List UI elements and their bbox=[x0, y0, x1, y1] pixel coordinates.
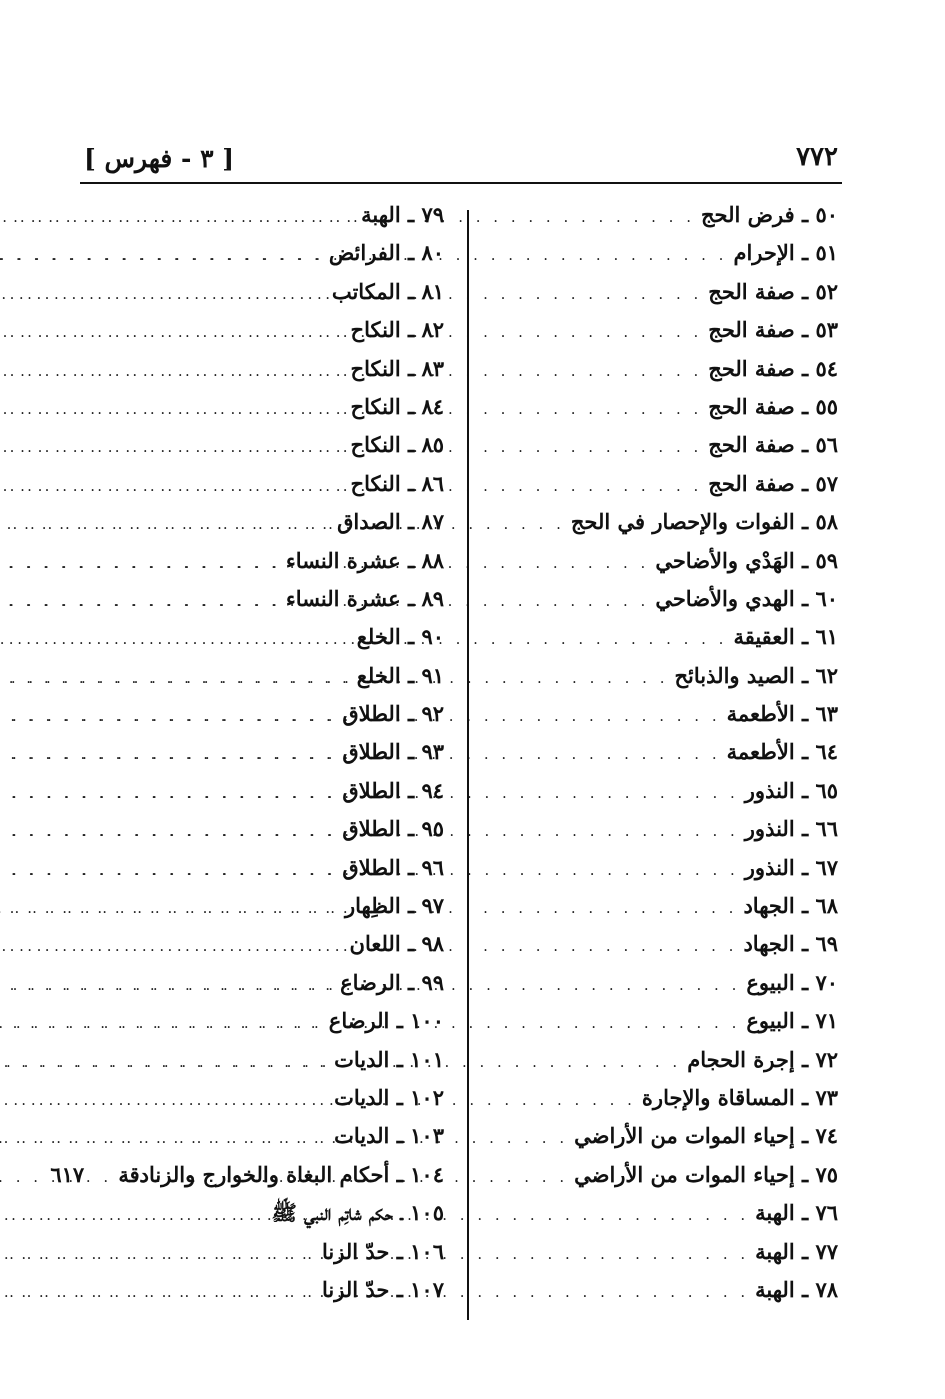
index-entry bbox=[84, 509, 444, 547]
index-entry bbox=[84, 624, 444, 662]
dot-leader bbox=[0, 939, 344, 954]
index-entry bbox=[84, 1085, 444, 1123]
dot-leader bbox=[0, 1016, 323, 1031]
dot-leader bbox=[0, 248, 323, 263]
entry-title: ١٠٤ ـ أحكام البغاة والخوارج والزنادقة bbox=[118, 1161, 444, 1187]
index-column-right bbox=[478, 202, 838, 1315]
dot-leader bbox=[0, 479, 345, 494]
index-entry bbox=[478, 509, 838, 547]
index-entry bbox=[84, 356, 444, 394]
index-entry bbox=[84, 1047, 444, 1085]
index-entry bbox=[478, 202, 838, 240]
index-entry bbox=[84, 701, 444, 739]
entry-title: ٧٥ ـ إحياء الموات من الأراضي bbox=[574, 1161, 838, 1187]
index-entry bbox=[84, 394, 444, 432]
entry-title: ٨٣ ـ النكاح bbox=[350, 355, 444, 381]
entry-title: ٥١ ـ الإحرام bbox=[733, 240, 838, 266]
entry-title: ٥٣ ـ صفة الحج bbox=[708, 317, 838, 343]
index-entry bbox=[478, 471, 838, 509]
index-entry bbox=[84, 893, 444, 931]
index-entry bbox=[84, 970, 444, 1008]
entry-title: ١٠٧ ـ حدّ الزنا bbox=[322, 1276, 444, 1302]
index-entry bbox=[84, 586, 444, 624]
dot-leader bbox=[0, 556, 280, 571]
dot-leader bbox=[0, 517, 331, 532]
entry-title: ١٠٢ ـ الديات bbox=[334, 1084, 444, 1110]
dot-leader bbox=[0, 440, 345, 455]
index-entry bbox=[84, 471, 444, 509]
column-divider bbox=[467, 210, 469, 1320]
entry-title: ٦١ ـ العقيقة bbox=[733, 624, 838, 650]
index-entry bbox=[478, 1239, 838, 1277]
entry-title: ٨٠ ـ الفرائض bbox=[328, 240, 444, 266]
dot-leader bbox=[0, 632, 351, 647]
entry-title: ٩٥ ـ الطلاق bbox=[342, 816, 444, 842]
entry-title: ١٠٣ ـ الديات bbox=[334, 1123, 444, 1149]
index-entry bbox=[84, 1200, 444, 1238]
index-entry bbox=[478, 778, 838, 816]
dot-leader bbox=[0, 364, 345, 379]
entry-title: ٧١ ـ البيوع bbox=[746, 1008, 838, 1034]
section-label: [ ٣ - فهرس ] bbox=[84, 144, 235, 173]
index-entry bbox=[478, 586, 838, 624]
index-entry bbox=[478, 624, 838, 662]
entry-title: ٦٨ ـ الجهاد bbox=[743, 893, 838, 919]
index-entry bbox=[478, 739, 838, 777]
index-entry bbox=[478, 432, 838, 470]
entry-title: ٩٤ ـ الطلاق bbox=[342, 777, 444, 803]
dot-leader bbox=[0, 287, 326, 302]
index-entry bbox=[478, 1277, 838, 1315]
index-entry bbox=[84, 1239, 444, 1277]
entry-title: ٨١ ـ المكاتب bbox=[331, 278, 444, 304]
index-entry bbox=[478, 356, 838, 394]
dot-leader bbox=[0, 210, 355, 225]
entry-title: ٨٩ ـ عشرة النساء bbox=[285, 585, 444, 611]
entry-title: ٥٢ ـ صفة الحج bbox=[708, 278, 838, 304]
entry-title: ٥٧ ـ صفة الحج bbox=[708, 470, 838, 496]
entry-title: ٥٦ ـ صفة الحج bbox=[708, 432, 838, 458]
index-entry bbox=[478, 1008, 838, 1046]
entry-title: ٩٨ ـ اللعان bbox=[349, 931, 444, 957]
dot-leader bbox=[0, 325, 345, 340]
entry-title: ٧٨ ـ الهبة bbox=[755, 1276, 838, 1302]
dot-leader bbox=[0, 1055, 328, 1070]
index-entry bbox=[84, 663, 444, 701]
index-entry bbox=[50, 1161, 444, 1200]
entry-title: ٦٦ ـ النذور bbox=[744, 816, 838, 842]
index-entry bbox=[478, 1200, 838, 1238]
index-entry bbox=[478, 279, 838, 317]
entry-title: ٨٤ ـ النكاح bbox=[350, 393, 444, 419]
entry-title: ١٠٥ ـ حكم شاتِم النبي ﷺ bbox=[271, 1200, 444, 1226]
dot-leader bbox=[0, 747, 336, 762]
entry-page-number: ٦١٧ bbox=[50, 1161, 85, 1187]
index-entry bbox=[478, 317, 838, 355]
dot-leader bbox=[0, 671, 351, 686]
index-entry bbox=[478, 548, 838, 586]
index-entry bbox=[478, 1047, 838, 1085]
entry-title: ١٠٦ ـ حدّ الزنا bbox=[322, 1238, 444, 1264]
dot-leader bbox=[0, 402, 345, 417]
index-entry bbox=[478, 1162, 838, 1200]
entry-title: ٧٧ ـ الهبة bbox=[755, 1238, 838, 1264]
entry-title: ٨٨ ـ عشرة النساء bbox=[285, 547, 444, 573]
entry-title: ٩٦ ـ الطلاق bbox=[342, 854, 444, 880]
dot-leader bbox=[0, 978, 334, 993]
index-entry bbox=[84, 202, 444, 240]
entry-title: ٩٠ ـ الخلع bbox=[356, 624, 444, 650]
dot-leader bbox=[0, 1093, 328, 1108]
index-entry bbox=[478, 893, 838, 931]
index-entry bbox=[478, 701, 838, 739]
index-entry bbox=[84, 931, 444, 969]
entry-title: ٧٦ ـ الهبة bbox=[755, 1200, 838, 1226]
entry-title: ٧٤ ـ إحياء الموات من الأراضي bbox=[574, 1123, 838, 1149]
entry-title: ٨٦ ـ النكاح bbox=[350, 470, 444, 496]
index-entry bbox=[478, 1085, 838, 1123]
index-entry bbox=[84, 1008, 444, 1046]
index-column-left bbox=[50, 202, 444, 1315]
entry-title: ٧٠ ـ البيوع bbox=[746, 969, 838, 995]
dot-leader bbox=[0, 786, 336, 801]
page-header bbox=[80, 138, 842, 184]
index-entry bbox=[84, 739, 444, 777]
entry-title: ٦٣ ـ الأطعمة bbox=[726, 701, 838, 727]
entry-title: ٨٢ ـ النكاح bbox=[350, 317, 444, 343]
entry-title: ٧٣ ـ المساقاة والإجارة bbox=[641, 1084, 838, 1110]
dot-leader bbox=[0, 901, 339, 916]
entry-title: ٥٨ ـ الفوات والإحصار في الحج bbox=[570, 509, 838, 535]
dot-leader bbox=[0, 709, 336, 724]
entry-title: ١٠١ ـ الديات bbox=[334, 1046, 444, 1072]
entry-title: ٩٣ ـ الطلاق bbox=[342, 739, 444, 765]
entry-title: ٧٩ ـ الهبة bbox=[361, 202, 444, 227]
entry-title: ٥٩ ـ الهَدْي والأضاحي bbox=[655, 547, 838, 573]
entry-title: ٥٤ ـ صفة الحج bbox=[708, 355, 838, 381]
index-entry bbox=[84, 1123, 444, 1161]
entry-title: ٨٥ ـ النكاح bbox=[350, 432, 444, 458]
entry-title: ٦٤ ـ الأطعمة bbox=[726, 739, 838, 765]
dot-leader bbox=[0, 1131, 328, 1146]
entry-title: ٥٥ ـ صفة الحج bbox=[708, 393, 838, 419]
index-entry bbox=[84, 778, 444, 816]
entry-title: ٧٢ ـ إجرة الحجام bbox=[687, 1046, 838, 1072]
index-entry bbox=[84, 240, 444, 278]
index-entry bbox=[84, 855, 444, 893]
entry-title: ٩٢ ـ الطلاق bbox=[342, 701, 444, 727]
entry-title: ٦٠ ـ الهدي والأضاحي bbox=[655, 585, 838, 611]
index-entry bbox=[84, 432, 444, 470]
index-entry bbox=[84, 548, 444, 586]
index-entry bbox=[478, 394, 838, 432]
entry-title: ٨٧ ـ الصداق bbox=[337, 509, 444, 535]
entry-title: ٦٥ ـ النذور bbox=[744, 777, 838, 803]
index-entry bbox=[478, 816, 838, 854]
dot-leader bbox=[0, 1208, 265, 1223]
entry-title: ٦٧ ـ النذور bbox=[744, 854, 838, 880]
index-entry bbox=[478, 931, 838, 969]
page-number: ٧٧٢ bbox=[796, 142, 838, 172]
dot-leader bbox=[0, 594, 280, 609]
dot-leader bbox=[0, 824, 336, 839]
entry-title: ٦٩ ـ الجهاد bbox=[743, 931, 838, 957]
index-entry bbox=[478, 855, 838, 893]
dot-leader bbox=[0, 863, 336, 878]
entry-title: ١٠٠ ـ الرضاع bbox=[328, 1008, 444, 1034]
index-entry bbox=[84, 1277, 444, 1315]
entry-title: ٩١ ـ الخلع bbox=[356, 662, 444, 688]
index-entry bbox=[478, 240, 838, 278]
index-entry bbox=[478, 663, 838, 701]
index-entry bbox=[84, 816, 444, 854]
entry-title: ٩٧ ـ الظِهار bbox=[344, 893, 444, 919]
entry-title: ٥٠ ـ فرض الحج bbox=[700, 202, 838, 227]
entry-title: ٩٩ ـ الرضاع bbox=[340, 969, 444, 995]
index-entry bbox=[84, 279, 444, 317]
dot-leader bbox=[0, 1285, 316, 1300]
dot-leader bbox=[0, 1247, 316, 1262]
entry-title: ٦٢ ـ الصيد والذبائح bbox=[674, 662, 838, 688]
index-entry bbox=[478, 1123, 838, 1161]
index-entry bbox=[478, 970, 838, 1008]
index-entry bbox=[84, 317, 444, 355]
